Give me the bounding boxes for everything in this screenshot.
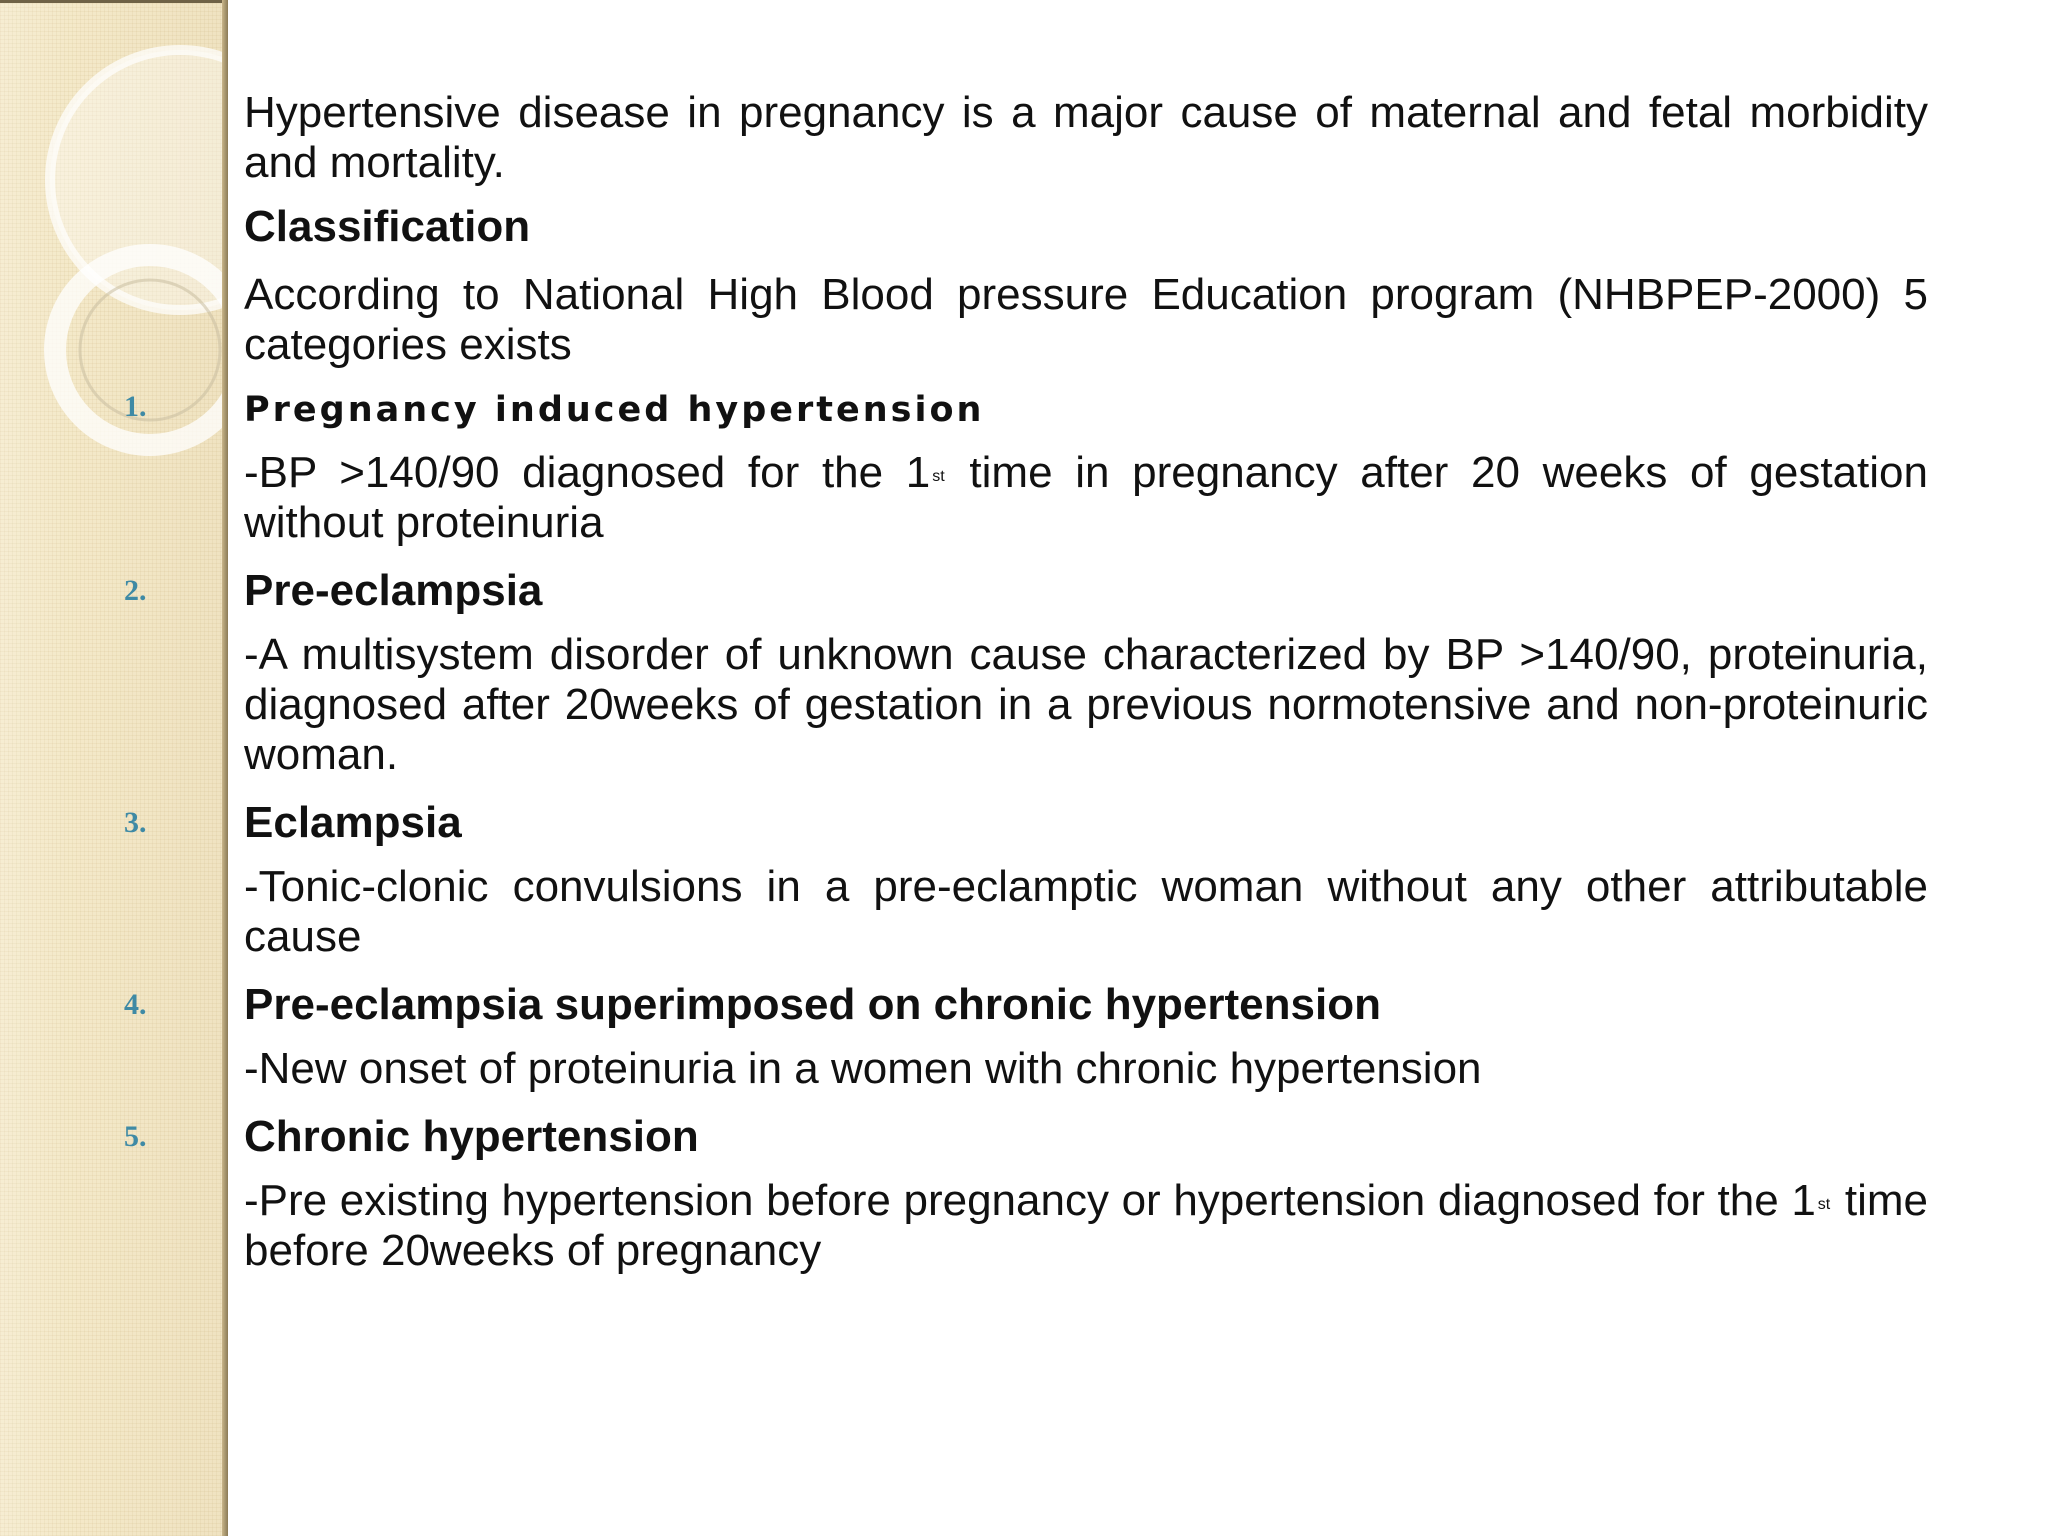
intro-text: Hypertensive disease in pregnancy is a major cause of maternal and fetal morbidity and mortality. [244,88,1928,187]
category-description: -BP >140/90 diagnosed for the 1 $^{st}$ time in pregnancy after 20 weeks of gestation without proteinuria [244,448,1928,547]
sidebar-divider [222,0,228,1536]
category-4 [124,980,1928,1094]
slide-content [124,88,1928,1294]
category-title: Pre-eclampsia [244,566,543,615]
category-1 [124,388,1928,548]
category-title: Pregnancy induced hypertension [244,390,985,430]
category-number: 2. [124,574,147,607]
category-description: -Tonic-clonic convulsions in a pre-eclamptic woman without any other attributable cause [244,862,1928,961]
category-title: Eclampsia [244,798,462,847]
category-number: 4. [124,988,147,1021]
category-description: -A multisystem disorder of unknown cause characterized by BP >140/90, proteinuria, diagnosed after 20weeks of gestation in a previous normotensive and non-proteinuric woman. [244,630,1928,779]
category-3 [124,798,1928,962]
category-2 [124,566,1928,780]
source-text: According to National High Blood pressure Education program (NHBPEP-2000) 5 categories exists [244,270,1928,369]
category-title: Chronic hypertension [244,1112,699,1161]
decorative-rings [0,0,226,560]
category-number: 1. [124,390,147,423]
category-5 [124,1112,1928,1276]
category-number: 3. [124,806,147,839]
classification-heading: Classification [244,202,531,251]
category-number: 5. [124,1120,147,1153]
category-description: -Pre existing hypertension before pregnancy or hypertension diagnosed for the 1 $^{st}$ time before 20weeks of pregnancy [244,1176,1928,1275]
category-description: -New onset of proteinuria in a women with chronic hypertension [244,1044,1482,1093]
category-title: Pre-eclampsia superimposed on chronic hypertension [244,980,1381,1029]
